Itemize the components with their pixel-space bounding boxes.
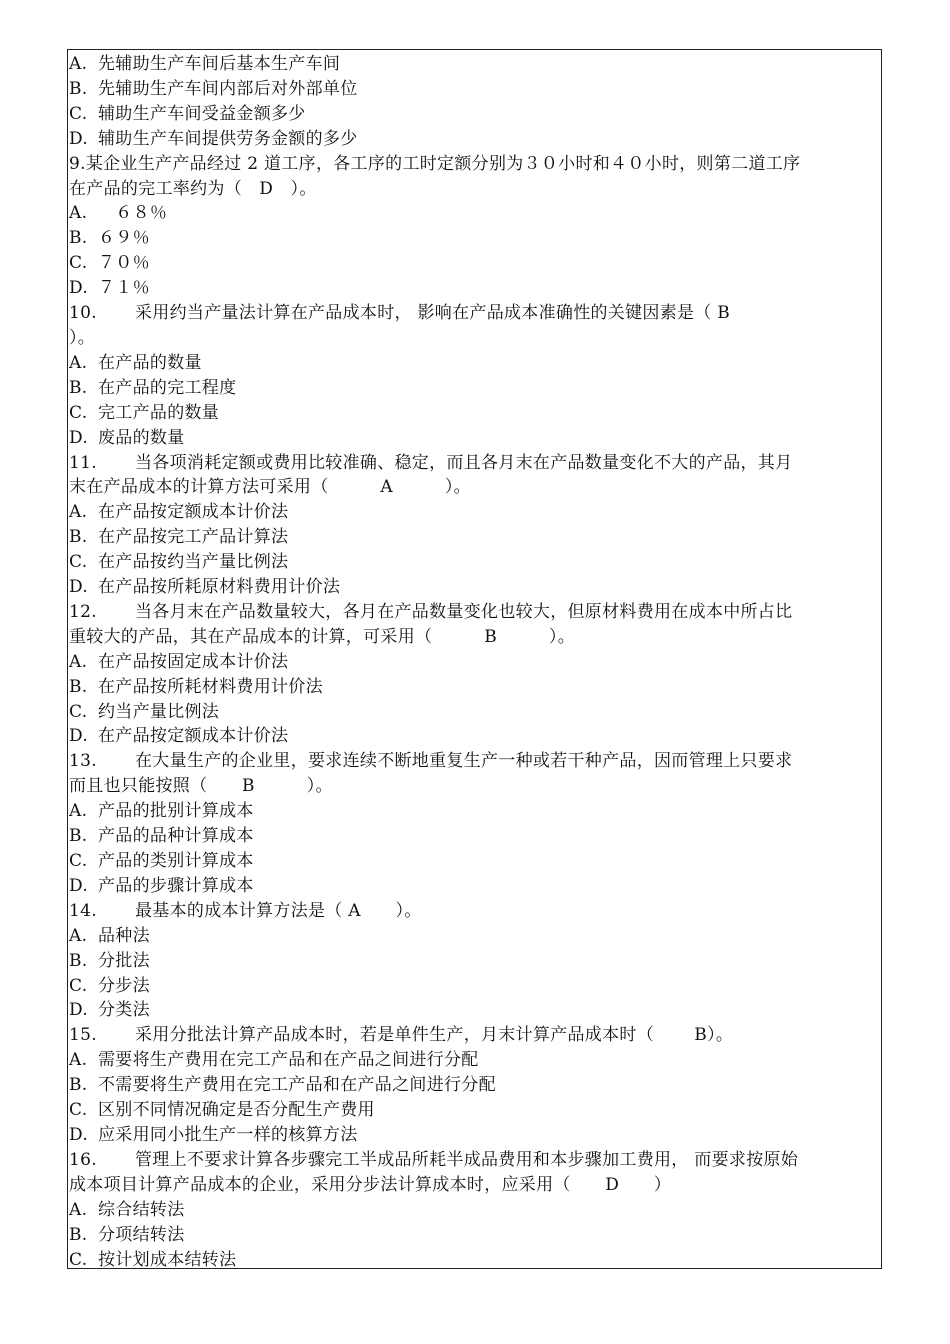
option-label: C.	[69, 1100, 88, 1121]
text-line: 在产品的完工率约为（ D ）。	[69, 178, 317, 199]
question-number: 15.	[69, 1025, 97, 1046]
option-label: C.	[69, 701, 88, 722]
option-text: 区别不同情况确定是否分配生产费用	[98, 1100, 375, 1121]
option-text: 在产品按定额成本计价法	[98, 502, 289, 523]
answer-option	[69, 949, 877, 974]
answer-option	[69, 376, 877, 401]
option-text: 在产品按完工产品计算法	[98, 527, 289, 548]
answer-option	[69, 52, 877, 77]
answer-option	[69, 1098, 877, 1123]
option-label: B.	[69, 78, 88, 99]
answer-option	[69, 724, 877, 749]
answer-option	[69, 1248, 877, 1273]
answer-option	[69, 401, 877, 426]
option-text: 在产品按所耗原材料费用计价法	[98, 577, 341, 598]
text-line: 末在产品成本的计算方法可采用（ A ）。	[69, 477, 471, 498]
option-label: A.	[69, 925, 88, 946]
option-label: A.	[69, 801, 88, 822]
option-text: 约当产量比例法	[98, 701, 220, 722]
text-line: 重较大的产品，其在产品成本的计算，可采用（ B ）。	[69, 626, 575, 647]
option-text: 在产品按约当产量比例法	[98, 552, 289, 573]
question-number: 11.	[69, 452, 97, 473]
text-line: 成本项目计算产品成本的企业，采用分步法计算成本时，应采用（ D ）	[69, 1174, 672, 1195]
option-text: 完工产品的数量	[98, 402, 220, 423]
question-line	[69, 600, 877, 625]
answer-option	[69, 77, 877, 102]
option-label: B.	[69, 377, 88, 398]
option-label: A.	[69, 203, 88, 224]
text-line: 而且也只能按照（ B ）。	[69, 776, 333, 797]
answer-option	[69, 251, 877, 276]
question-text: 管理上不要求计算各步骤完工半成品所耗半成品费用和本步骤加工费用， 而要求按原始	[135, 1149, 799, 1170]
option-text: 分类法	[98, 1000, 150, 1021]
option-text: 分批法	[98, 950, 150, 971]
option-text: 在产品按固定成本计价法	[98, 651, 289, 672]
option-label: A.	[69, 502, 88, 523]
question-number: 12.	[69, 601, 97, 622]
option-text: ６９％	[98, 228, 150, 249]
option-text: 产品的步骤计算成本	[98, 875, 254, 896]
option-text: 分项结转法	[98, 1224, 185, 1245]
option-text: 先辅助生产车间后基本生产车间	[98, 54, 341, 74]
answer-option	[69, 924, 877, 949]
answer-option	[69, 102, 877, 127]
option-label: B.	[69, 826, 88, 847]
option-label: D.	[69, 278, 89, 299]
question-line	[69, 899, 877, 924]
answer-option	[69, 675, 877, 700]
option-text: 在产品的完工程度	[98, 377, 237, 398]
option-text: 在产品按所耗材料费用计价法	[98, 676, 323, 697]
option-text: ７１％	[98, 278, 150, 299]
answer-option	[69, 1048, 877, 1073]
answer-option	[69, 849, 877, 874]
answer-option	[69, 974, 877, 999]
question-number: 10.	[69, 303, 97, 324]
option-text: 产品的批别计算成本	[98, 801, 254, 822]
question-number: 14.	[69, 900, 97, 921]
option-label: A.	[69, 1199, 88, 1220]
question-number: 16.	[69, 1149, 97, 1170]
answer-option	[69, 1223, 877, 1248]
question-line	[69, 1023, 877, 1048]
option-label: C.	[69, 975, 88, 996]
answer-option	[69, 426, 877, 451]
answer-option	[69, 998, 877, 1023]
option-text: 废品的数量	[98, 427, 185, 448]
document-body	[69, 52, 877, 1272]
option-label: D.	[69, 1124, 89, 1145]
answer-option	[69, 1123, 877, 1148]
answer-option	[69, 1073, 877, 1098]
option-label: C.	[69, 402, 88, 423]
option-label: C.	[69, 851, 88, 871]
answer-option	[69, 201, 877, 226]
option-label: D.	[69, 726, 89, 747]
question-text: 最基本的成本计算方法是（ A ）。	[135, 900, 422, 921]
answer-option	[69, 799, 877, 824]
question-line	[69, 1148, 877, 1173]
option-label: A.	[69, 651, 88, 672]
answer-option	[69, 500, 877, 525]
option-text: 不需要将生产费用在完工产品和在产品之间进行分配	[98, 1075, 496, 1096]
option-text: ６８％	[98, 203, 168, 224]
option-label: D.	[69, 128, 89, 149]
option-label: C.	[69, 103, 88, 124]
text-line: 9.某企业生产产品经过 2 道工序，各工序的工时定额分别为３０小时和４０小时，则第二道工序	[69, 153, 801, 174]
option-label: A.	[69, 352, 88, 373]
answer-option	[69, 575, 877, 600]
option-label: D.	[69, 875, 89, 896]
option-label: D.	[69, 427, 89, 448]
option-text: 先辅助生产车间内部后对外部单位	[98, 78, 358, 99]
answer-option	[69, 276, 877, 301]
option-text: 应采用同小批生产一样的核算方法	[98, 1124, 358, 1145]
option-text: ７０％	[98, 253, 150, 274]
option-text: 在产品的数量	[98, 352, 202, 373]
option-text: 需要将生产费用在完工产品和在产品之间进行分配	[98, 1050, 479, 1071]
option-label: B.	[69, 1224, 88, 1245]
answer-option	[69, 550, 877, 575]
answer-option	[69, 525, 877, 550]
option-label: D.	[69, 577, 89, 598]
option-text: 产品的品种计算成本	[98, 826, 254, 847]
question-text: 当各项消耗定额或费用比较准确、稳定，而且各月末在产品数量变化不大的产品，其月	[135, 452, 793, 473]
question-line	[69, 301, 877, 326]
answer-option	[69, 700, 877, 725]
answer-option	[69, 351, 877, 376]
answer-option	[69, 1198, 877, 1223]
answer-option	[69, 650, 877, 675]
option-text: 辅助生产车间受益金额多少	[98, 103, 306, 124]
option-text: 在产品按定额成本计价法	[98, 726, 289, 747]
answer-option	[69, 824, 877, 849]
option-text: 品种法	[98, 925, 150, 946]
option-label: C.	[69, 1249, 88, 1270]
option-label: B.	[69, 527, 88, 548]
question-text: 采用分批法计算产品成本时，若是单件生产，月末计算产品成本时（ B）。	[135, 1025, 734, 1046]
question-text: 采用约当产量法计算在产品成本时， 影响在产品成本准确性的关键因素是（ B	[135, 303, 731, 324]
option-text: 辅助生产车间提供劳务金额的多少	[98, 128, 358, 149]
question-number: 13.	[69, 751, 97, 772]
question-line	[69, 451, 877, 476]
option-text: 分步法	[98, 975, 150, 996]
answer-option	[69, 874, 877, 899]
question-text: 当各月末在产品数量较大，各月在产品数量变化也较大，但原材料费用在成本中所占比	[135, 601, 793, 622]
option-label: A.	[69, 1050, 88, 1071]
option-text: 综合结转法	[98, 1199, 185, 1220]
option-text: 按计划成本结转法	[98, 1249, 237, 1270]
answer-option	[69, 226, 877, 251]
option-label: B.	[69, 950, 88, 971]
option-label: B.	[69, 228, 88, 249]
option-label: B.	[69, 1075, 88, 1096]
option-label: C.	[69, 253, 88, 274]
option-text: 产品的类别计算成本	[98, 851, 254, 871]
question-line	[69, 749, 877, 774]
answer-option	[69, 127, 877, 152]
option-label: A.	[69, 54, 88, 74]
option-label: D.	[69, 1000, 89, 1021]
option-label: C.	[69, 552, 88, 573]
question-text: 在大量生产的企业里，要求连续不断地重复生产一种或若干种产品，因而管理上只要求	[135, 751, 793, 772]
option-label: B.	[69, 676, 88, 697]
text-line: ）。	[69, 327, 96, 348]
